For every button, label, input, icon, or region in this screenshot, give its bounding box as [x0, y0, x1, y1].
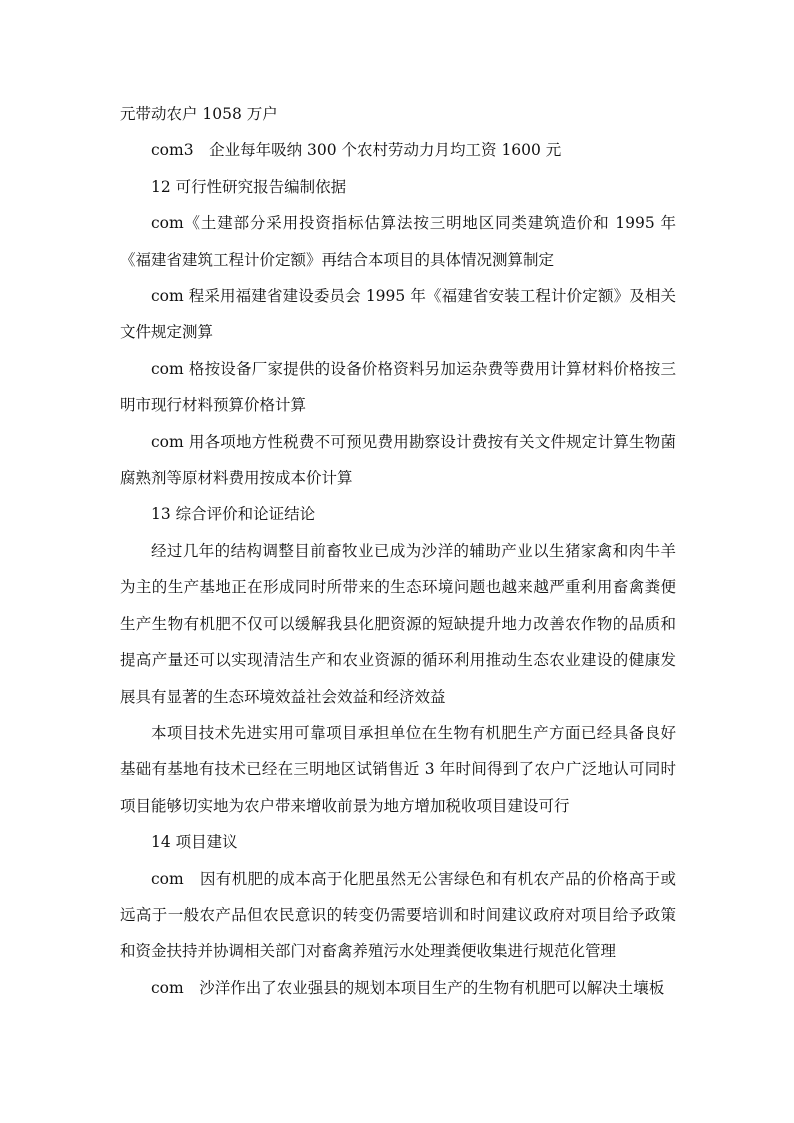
paragraph-local-fees: com 用各项地方性税费不可预见费用勘察设计费按有关文件规定计算生物菌腐熟剂等原材料费用按成本价计算 — [120, 432, 676, 488]
document-body — [120, 96, 676, 1006]
paragraph-equipment-price: com 格按设备厂家提供的设备价格资料另加运杂费等费用计算材料价格按三明市现行材料预算价格计算 — [120, 359, 676, 415]
section-heading-14: 14 项目建议 — [151, 833, 238, 852]
paragraph-installation: com 程采用福建省建设委员会 1995 年《福建省安装工程计价定额》及相关文件规定测算 — [120, 287, 676, 342]
paragraph-civil-works: com《土建部分采用投资指标估算法按三明地区同类建筑造价和 1995 年《福建省建筑工程计价定额》再结合本项目的具体情况测算制定 — [120, 214, 676, 269]
paragraph-2: com3 企业每年吸纳 300 个农村劳动力月均工资 1600 元 — [151, 141, 562, 160]
section-heading-12: 12 可行性研究报告编制依据 — [151, 177, 347, 196]
paragraph-1: 元带动农户 1058 万户 — [120, 105, 278, 123]
paragraph-evaluation: 经过几年的结构调整目前畜牧业已成为沙洋的辅助产业以生猪家禽和肉牛羊为主的生产基地正在形成同时所带来的生态环境问题也越来越严重利用畜禽粪便生产生物有机肥不仅可以缓解我县化肥资源的短缺提升地力改善农作物的品质和提高产量还可以实现清洁生产和农业资源的循环利用推动生态农业建设的健康发展具有显著的生态环境效益社会效益和经济效益 — [120, 541, 676, 706]
paragraph-feasibility: 本项目技术先进实用可靠项目承担单位在生物有机肥生产方面已经具备良好基础有基地有技术已经在三明地区试销售近 3 年时间得到了农户广泛地认可同时项目能够切实地为农户带来增收前景为地方增加税收项目建设可行 — [120, 723, 676, 815]
paragraph-suggestion-2: com 沙洋作出了农业强县的规划本项目生产的生物有机肥可以解决土壤板 — [151, 978, 665, 997]
paragraph-suggestion-1: com 因有机肥的成本高于化肥虽然无公害绿色和有机农产品的价格高于或远高于一般农产品但农民意识的转变仍需要培训和时间建议政府对项目给予政策和资金扶持并协调相关部门对畜禽养殖污水处理粪便收集进行规范化管理 — [120, 869, 676, 961]
section-heading-13: 13 综合评价和论证结论 — [151, 505, 316, 524]
